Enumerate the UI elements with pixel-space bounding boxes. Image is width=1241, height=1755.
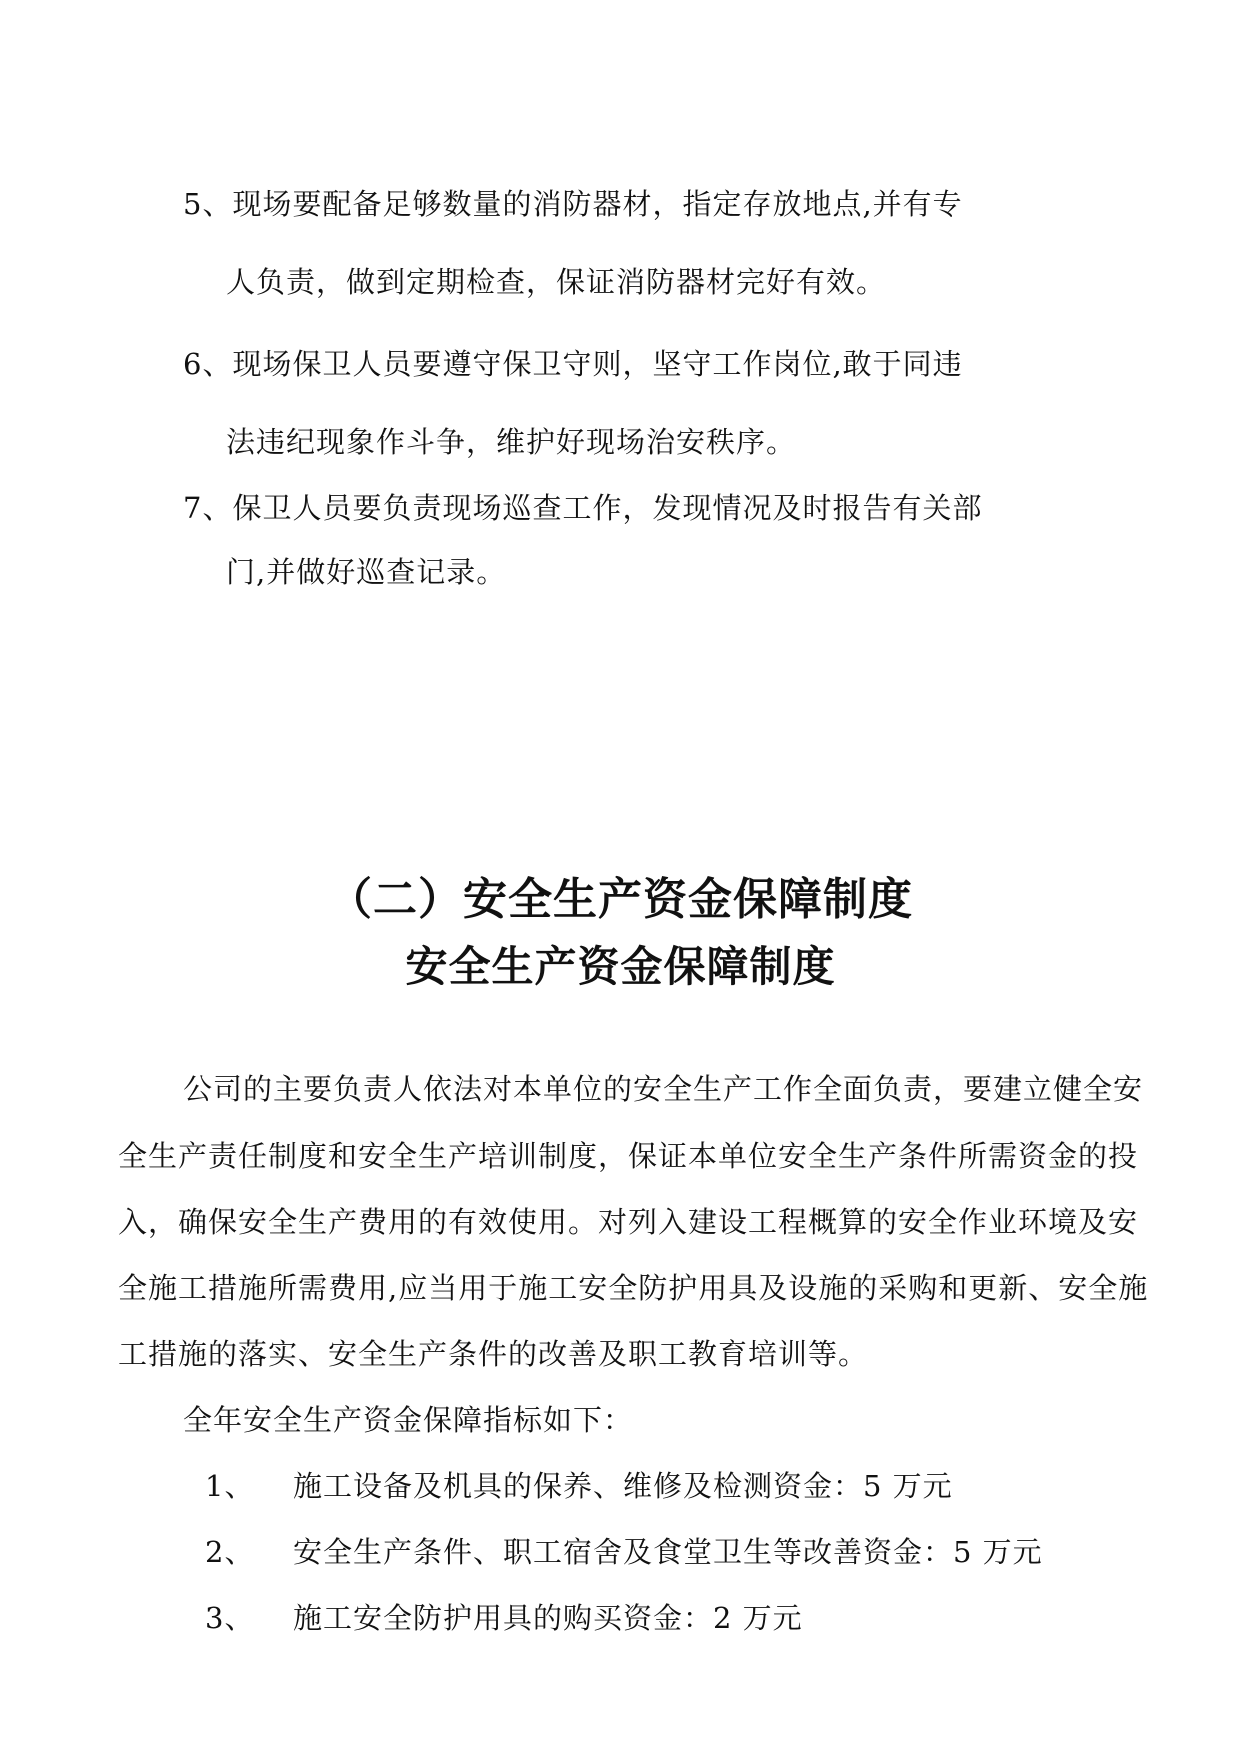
- body-line-5: 工措施的落实、安全生产条件的改善及职工教育培训等。: [118, 1337, 869, 1371]
- funding-item-text: 施工安全防护用具的购买资金：2 万元: [293, 1601, 803, 1635]
- list-item-5-line-2: 人负责，做到定期检查，保证消防器材完好有效。: [226, 265, 887, 299]
- list-item-7-line-1: 7、保卫人员要负责现场巡查工作，发现情况及时报告有关部: [183, 491, 983, 525]
- list-item-7-line-2: 门,并做好巡查记录。: [226, 555, 507, 589]
- list-item-5-line-1: 5、现场要配备足够数量的消防器材，指定存放地点,并有专: [183, 187, 963, 221]
- list-item-6-line-2: 法违纪现象作斗争，维护好现场治安秩序。: [226, 425, 797, 459]
- funding-item-number: 1、: [205, 1469, 255, 1503]
- section-heading: （二）安全生产资金保障制度: [328, 874, 913, 925]
- funding-intro: 全年安全生产资金保障指标如下：: [183, 1403, 634, 1437]
- body-line-4: 全施工措施所需费用,应当用于施工安全防护用具及设施的采购和更新、安全施: [118, 1271, 1149, 1305]
- funding-item-text: 施工设备及机具的保养、维修及检测资金：5 万元: [293, 1469, 953, 1503]
- body-line-3: 入，确保安全生产费用的有效使用。对列入建设工程概算的安全作业环境及安: [118, 1205, 1139, 1239]
- funding-item-number: 3、: [205, 1601, 255, 1635]
- funding-item-text: 安全生产条件、职工宿舍及食堂卫生等改善资金：5 万元: [293, 1535, 1043, 1569]
- body-line-2: 全生产责任制度和安全生产培训制度，保证本单位安全生产条件所需资金的投: [118, 1139, 1139, 1173]
- funding-item-1: [205, 1468, 953, 1504]
- funding-item-2: [205, 1534, 1043, 1570]
- funding-item-number: 2、: [205, 1535, 255, 1569]
- section-subheading: 安全生产资金保障制度: [405, 942, 836, 991]
- list-item-6-line-1: 6、现场保卫人员要遵守保卫守则，坚守工作岗位,敢于同违: [183, 347, 963, 381]
- body-line-1: 公司的主要负责人依法对本单位的安全生产工作全面负责，要建立健全安: [183, 1072, 1144, 1106]
- funding-item-3: [205, 1600, 803, 1636]
